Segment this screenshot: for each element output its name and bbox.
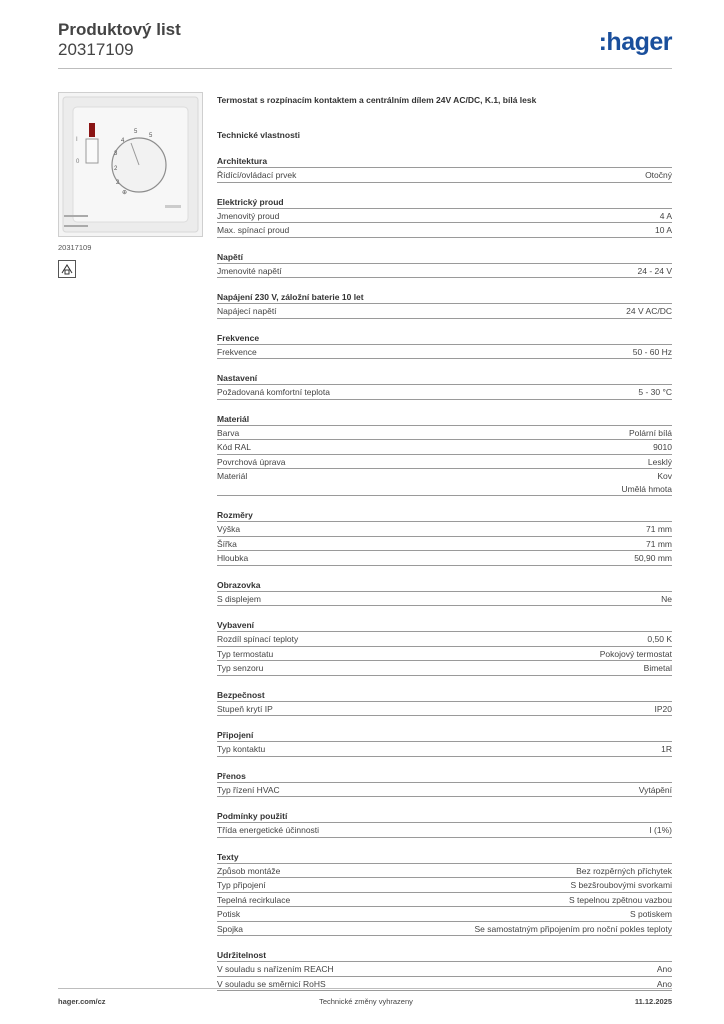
spec-value-line: 5 - 30 °C <box>638 387 672 397</box>
spec-row <box>217 783 672 798</box>
spec-row <box>217 522 672 537</box>
spec-group-title: Materiál <box>217 413 672 426</box>
spec-value <box>630 908 672 921</box>
spec-value <box>644 662 672 675</box>
product-number: 20317109 <box>58 40 134 59</box>
spec-value <box>638 265 673 278</box>
spec-value-line: S bezšroubovými svorkami <box>570 880 672 890</box>
spec-row <box>217 304 672 319</box>
logo-text: :hager <box>598 28 672 56</box>
header-divider <box>58 68 672 69</box>
specification-column <box>217 94 672 1004</box>
spec-row <box>217 264 672 279</box>
spec-group <box>217 196 672 238</box>
spec-row <box>217 551 672 566</box>
spec-group <box>217 851 672 937</box>
spec-group-title: Napájení 230 V, záložní baterie 10 let <box>217 291 672 304</box>
spec-label: Spojka <box>217 923 243 934</box>
spec-value <box>475 923 673 936</box>
svg-text:2: 2 <box>114 166 118 172</box>
spec-row <box>217 702 672 717</box>
spec-group-title: Napětí <box>217 251 672 264</box>
spec-label: Požadovaná komfortní teplota <box>217 387 330 397</box>
spec-row <box>217 907 672 922</box>
spec-row <box>217 632 672 647</box>
spec-row <box>217 823 672 838</box>
footer-note: Technické změny vyhrazeny <box>319 997 413 1006</box>
spec-row <box>217 647 672 662</box>
hager-logo <box>599 28 672 57</box>
product-description: Termostat s rozpínacím kontaktem a centrálním dílem 24V AC/DC, K.1, bílá lesk <box>217 95 537 105</box>
spec-value-line: 0,50 K <box>647 634 672 644</box>
spec-value-line: I (1%) <box>649 825 672 835</box>
spec-value <box>649 824 672 837</box>
spec-value <box>576 865 672 878</box>
spec-row <box>217 893 672 908</box>
spec-value <box>647 633 672 646</box>
spec-group <box>217 413 672 497</box>
spec-label: Potisk <box>217 909 241 919</box>
spec-value-line: 10 A <box>654 225 672 235</box>
spec-value-line: 71 mm <box>646 524 672 534</box>
spec-label: Třída energetické účinnosti <box>217 825 320 835</box>
spec-row <box>217 592 672 607</box>
spec-group-title: Vybavení <box>217 619 672 632</box>
spec-group <box>217 729 672 757</box>
spec-value-line: Polární bílá <box>629 427 672 438</box>
spec-row <box>217 209 672 224</box>
spec-group <box>217 770 672 798</box>
spec-value <box>639 784 672 797</box>
spec-row <box>217 469 672 496</box>
spec-group-title: Rozměry <box>217 509 672 522</box>
spec-group-title: Elektrický proud <box>217 196 672 209</box>
spec-label: S displejem <box>217 593 261 604</box>
spec-group <box>217 372 672 400</box>
spec-value-line: Kov <box>657 471 672 481</box>
spec-group-title: Udržitelnost <box>217 949 672 962</box>
spec-group-title: Architektura <box>217 155 672 168</box>
spec-label: Typ senzoru <box>217 663 264 673</box>
spec-value <box>638 386 672 399</box>
page-header <box>58 20 674 70</box>
spec-row <box>217 864 672 879</box>
spec-value-line: Otočný <box>645 170 672 180</box>
spec-value <box>661 743 672 756</box>
spec-row <box>217 168 672 183</box>
spec-value-line: 50 - 60 Hz <box>632 346 672 357</box>
spec-group-title: Přenos <box>217 770 672 783</box>
spec-label: Výška <box>217 524 241 534</box>
svg-text:5: 5 <box>134 129 138 135</box>
svg-text:4: 4 <box>121 138 125 144</box>
spec-value-line: 24 - 24 V <box>637 265 672 276</box>
spec-label: Rozdíl spínací teploty <box>217 634 299 644</box>
spec-label: Šířka <box>217 538 237 549</box>
spec-value <box>653 441 672 454</box>
spec-label: V souladu s nařízením REACH <box>217 964 334 974</box>
spec-label: Kód RAL <box>217 442 252 452</box>
footer-date: 11.12.2025 <box>634 997 672 1006</box>
spec-group <box>217 949 672 991</box>
spec-value <box>645 169 672 182</box>
spec-value <box>633 346 672 359</box>
spec-group-title: Nastavení <box>217 372 672 385</box>
spec-value-line: Bimetal <box>643 663 672 673</box>
spec-value <box>646 538 672 551</box>
spec-value <box>569 894 672 907</box>
spec-label: Typ řízení HVAC <box>217 784 280 795</box>
svg-text:2: 2 <box>116 180 120 186</box>
ce-certification-icon <box>58 260 76 278</box>
spec-group <box>217 619 672 676</box>
spec-value <box>570 879 672 892</box>
svg-text:3: 3 <box>114 151 118 157</box>
spec-row <box>217 385 672 400</box>
spec-value <box>660 210 672 223</box>
spec-label: Napájecí napětí <box>217 306 277 316</box>
svg-text:⊕: ⊕ <box>122 190 128 196</box>
spec-label: Stupeň krytí IP <box>217 703 273 714</box>
spec-row <box>217 345 672 360</box>
spec-group <box>217 810 672 838</box>
spec-value-line: IP20 <box>654 703 672 714</box>
spec-label: Jmenovitý proud <box>217 210 280 221</box>
spec-row <box>217 440 672 455</box>
svg-text:5: 5 <box>149 133 153 139</box>
spec-row <box>217 223 672 238</box>
spec-value <box>646 523 672 536</box>
spec-group-title: Texty <box>217 851 672 864</box>
spec-row <box>217 455 672 470</box>
spec-value-line: Pokojový termostat <box>599 648 672 659</box>
spec-label: Typ kontaktu <box>217 744 266 754</box>
spec-label: Tepelná recirkulace <box>217 894 291 905</box>
spec-value-line: 24 V AC/DC <box>626 306 672 316</box>
spec-value <box>600 648 672 661</box>
spec-value-line: Ne <box>661 593 672 604</box>
spec-label: Typ připojení <box>217 880 266 890</box>
spec-row <box>217 878 672 893</box>
spec-value <box>648 456 672 469</box>
spec-row <box>217 742 672 757</box>
spec-value <box>655 224 672 237</box>
spec-group <box>217 155 672 183</box>
spec-value-line: Se samostatným připojením pro noční pokles teploty <box>474 923 672 934</box>
spec-group <box>217 291 672 319</box>
spec-value-line: Ano <box>656 964 672 974</box>
spec-label: Povrchová úprava <box>217 456 286 467</box>
spec-value-line: 9010 <box>653 442 672 452</box>
spec-value-line: 71 mm <box>646 538 672 549</box>
spec-value <box>629 427 672 440</box>
screws-icon <box>62 212 92 234</box>
spec-group <box>217 332 672 360</box>
spec-group-title: Frekvence <box>217 332 672 345</box>
spec-value <box>634 552 672 565</box>
spec-label: Řídící/ovládací prvek <box>217 170 297 180</box>
spec-value <box>621 470 672 495</box>
spec-row <box>217 537 672 552</box>
spec-value <box>657 963 672 976</box>
image-caption: 20317109 <box>58 243 92 252</box>
spec-value-line: Lesklý <box>647 456 672 467</box>
footer-divider <box>58 988 672 989</box>
spec-value-line: Vytápění <box>638 784 672 795</box>
spec-label: Frekvence <box>217 346 257 357</box>
spec-group <box>217 251 672 279</box>
spec-row <box>217 962 672 977</box>
spec-label: Barva <box>217 427 240 438</box>
technical-properties-heading: Technické vlastnosti <box>217 130 300 140</box>
svg-text:0: 0 <box>76 159 80 165</box>
spec-value-line: Umělá hmota <box>621 483 672 494</box>
spec-label: Jmenovité napětí <box>217 265 282 276</box>
spec-value-line: 1R <box>661 744 672 754</box>
spec-value-line: 50,90 mm <box>634 553 672 563</box>
spec-group <box>217 689 672 717</box>
spec-group-title: Připojení <box>217 729 672 742</box>
spec-row <box>217 661 672 676</box>
product-image-column <box>58 92 203 278</box>
spec-group <box>217 509 672 566</box>
svg-text:I: I <box>76 137 78 143</box>
spec-label: Materiál <box>217 471 248 481</box>
spec-label: V souladu se směrnicí RoHS <box>217 978 326 989</box>
spec-value <box>655 703 673 716</box>
footer-url[interactable]: hager.com/cz <box>58 997 106 1006</box>
spec-value-line: 4 A <box>659 210 672 221</box>
specification-groups <box>217 155 672 991</box>
spec-row <box>217 922 672 937</box>
spec-group <box>217 579 672 607</box>
spec-row <box>217 426 672 441</box>
spec-label: Hloubka <box>217 553 249 563</box>
spec-value-line: Bez rozpěrných příchytek <box>576 865 672 876</box>
spec-label: Max. spínací proud <box>217 225 290 235</box>
spec-value <box>626 305 672 318</box>
spec-group-title: Podmínky použití <box>217 810 672 823</box>
spec-value-line: Ano <box>656 978 672 989</box>
spec-value <box>661 593 672 606</box>
page-footer <box>58 997 674 1011</box>
spec-label: Způsob montáže <box>217 865 281 876</box>
document-title: Produktový list <box>58 20 181 39</box>
spec-label: Typ termostatu <box>217 648 274 659</box>
spec-group-title: Obrazovka <box>217 579 672 592</box>
spec-group-title: Bezpečnost <box>217 689 672 702</box>
spec-value-line: S tepelnou zpětnou vazbou <box>568 894 672 905</box>
spec-value-line: S potiskem <box>629 909 672 919</box>
